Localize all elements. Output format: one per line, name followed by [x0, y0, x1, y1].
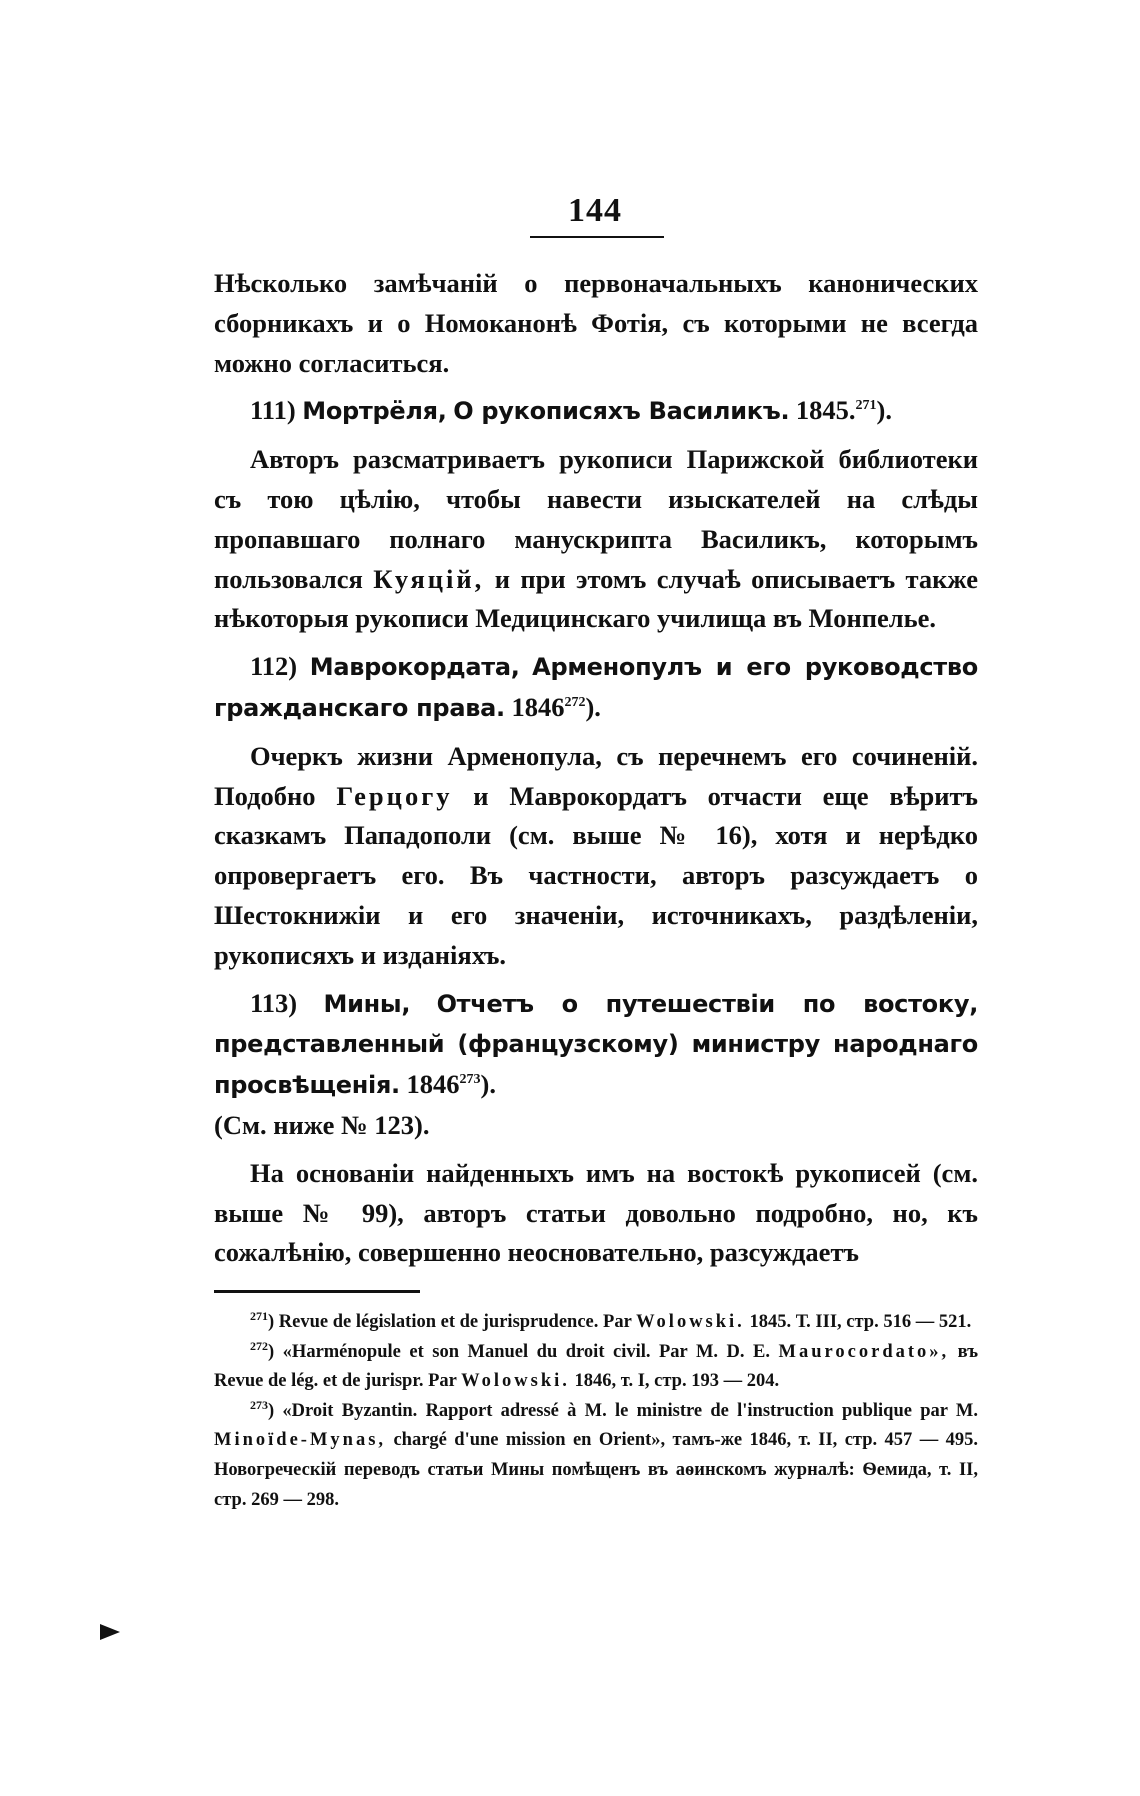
footnote-text: ) «Harménopule et son Manuel du droit civil. Par M. D. E. — [268, 1341, 771, 1362]
footnote-273 — [214, 1397, 978, 1515]
footnotes — [214, 1308, 978, 1515]
footnote-text: ) «Droit Byzantin. Rapport adressé à M. le ministre de l'instruction publique par M. — [268, 1400, 978, 1421]
paragraph-text: Очеркъ жизни Арменопула, съ перечнемъ его сочиненій. Подобно — [214, 740, 978, 811]
entry-113 — [214, 984, 978, 1146]
footnote-mark: 273 — [250, 1397, 268, 1412]
footnote-rule — [214, 1290, 420, 1293]
paragraph-text: и при этомъ случаѣ описываетъ также нѣкоторыя рукописи Медицинскаго училища въ Монпелье. — [214, 563, 979, 634]
entry-number: 111) — [250, 395, 296, 426]
entry-title: Арменопулъ и его руководство гражданскаго права. — [214, 653, 978, 722]
entry-year: 1846 — [511, 691, 565, 722]
paragraph-112-body — [214, 737, 978, 976]
entry-title: Отчетъ о путешествіи по востоку, представленный (французскому) министру народнаго просвѣщенія. — [214, 989, 979, 1100]
footnote-271 — [214, 1308, 978, 1338]
footnote-text: chargé d'une mission en Orient», тамъ-же 1846, т. II, стр. 457 — 495. Новогреческій переводъ статьи Мины помѣщенъ въ аѳинскомъ журналѣ: Ѳемида, т. II, стр. 269 — 298. — [214, 1430, 978, 1510]
paragraph-text: На основаніи найденныхъ имъ на востокѣ рукописей (см. выше № 99), авторъ статьи довольно подробно, но, къ сожалѣнію, совершенно неосновательно, разсуждаетъ — [214, 1157, 978, 1268]
paragraph-113-body — [214, 1154, 978, 1273]
paragraph-text: и Маврокордатъ отчасти еще вѣритъ сказкамъ Пападополи (см. выше № 16), хотя и нерѣдко опровергаетъ его. Въ частности, авторъ разсуждаетъ о Шестокнижіи и его значеніи, источникахъ, раздѣленіи, рукописяхъ и изданіяхъ. — [214, 780, 979, 970]
spaced-name: Герцогу — [336, 780, 453, 811]
entry-112 — [214, 647, 978, 729]
spaced-name: Wolowski. — [461, 1371, 570, 1392]
page-number-rule — [530, 236, 664, 238]
entry-close: ). — [876, 395, 892, 426]
entry-author: Маврокордата, — [309, 653, 520, 682]
arrow-icon — [100, 1624, 120, 1640]
footnote-272 — [214, 1338, 978, 1397]
entry-year: 1845. — [795, 395, 856, 426]
spaced-name: Куяцій, — [373, 563, 485, 594]
paragraph-text: Авторъ разсматриваетъ рукописи Парижской библиотеки съ тою цѣлію, чтобы навести изыскателей на слѣды пропавшаго полнаго манускрипта Василикъ, которымъ пользовался — [214, 444, 978, 594]
footnote-text: ) Revue de législation et de jurisprudence. Par — [268, 1312, 632, 1332]
footnote-mark: 272 — [250, 1338, 268, 1353]
entry-author: Мортрёля, — [302, 397, 447, 426]
spaced-name: Maurocordato», — [778, 1341, 950, 1362]
paragraph-text: Нѣсколько замѣчаній о первоначальныхъ канонических сборникахъ и о Номоканонѣ Фотія, съ которыми не всегда можно согласиться. — [214, 268, 978, 378]
entry-close: ). — [585, 691, 601, 722]
paragraph-intro — [214, 264, 978, 383]
main-text — [214, 264, 978, 1281]
footnote-text: въ Revue de lég. et de jurispr. Par — [214, 1341, 978, 1392]
spaced-name: Wolowski. — [636, 1312, 745, 1332]
footnote-mark: 271 — [250, 1309, 268, 1323]
page-number: 144 — [568, 192, 622, 229]
entry-title: О рукописяхъ Василикъ. — [453, 397, 790, 426]
entry-number: 113) — [250, 987, 298, 1018]
entry-111 — [214, 391, 978, 432]
footnote-text: 1846, т. I, стр. 193 — 204. — [574, 1371, 780, 1392]
footnote-ref: 273 — [459, 1072, 481, 1088]
footnote-ref: 272 — [564, 694, 586, 710]
entry-close: ). — [480, 1069, 496, 1100]
paragraph-111-body — [214, 440, 978, 639]
footnote-ref: 271 — [855, 398, 877, 414]
entry-author: Мины, — [323, 989, 411, 1018]
entry-year: 1846 — [406, 1069, 460, 1100]
footnote-text: 1845. Т. III, стр. 516 — 521. — [749, 1312, 972, 1332]
spaced-name: Minoïde-Mynas, — [214, 1430, 387, 1451]
entry-number: 112) — [250, 651, 298, 682]
entry-see-also: (См. ниже № 123). — [214, 1109, 430, 1140]
